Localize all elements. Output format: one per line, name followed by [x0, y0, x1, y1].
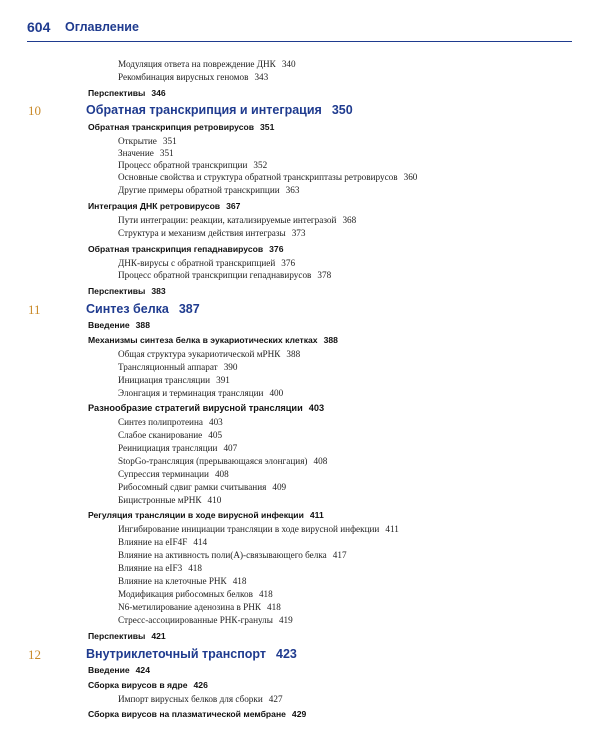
toc-entry-title: Основные свойства и структура обратной транскриптазы ретровирусов — [118, 172, 398, 182]
toc-entry-title: Влияние на eIF3 — [118, 563, 183, 573]
toc-entry — [118, 524, 399, 534]
toc-entry-page: 408 — [214, 469, 229, 479]
toc-entry-title: Супрессия терминации — [118, 469, 209, 479]
toc-entry — [118, 537, 207, 547]
toc-entry-title: Рибосомный сдвиг рамки считывания — [118, 482, 267, 492]
toc-entry-title: Пути интеграции: реакции, катализируемые интегразой — [118, 215, 337, 225]
toc-entry — [118, 430, 222, 440]
toc-entry-title: Влияние на активность поли(А)-связывающего белка — [118, 550, 327, 560]
toc-entry — [118, 136, 177, 146]
toc-entry — [118, 602, 281, 612]
toc-section — [88, 244, 283, 254]
toc-entry-page: 343 — [254, 72, 269, 82]
toc-chapter — [28, 302, 568, 318]
chapter-number: 10 — [28, 103, 41, 118]
toc-entry-title: Импорт вирусных белков для сборки — [118, 694, 263, 704]
toc-section-page: 426 — [193, 680, 208, 690]
toc-entry — [118, 589, 273, 599]
toc-entry-page: 411 — [385, 524, 399, 534]
toc-section — [88, 665, 150, 675]
toc-entry-title: Процесс обратной транскрипции гепаднавирусов — [118, 270, 312, 280]
toc-entry — [118, 215, 356, 225]
toc-entry-page: 418 — [258, 589, 273, 599]
toc-entry-title: StopGo-трансляция (прерывающаяся элонгация) — [118, 456, 308, 466]
toc-entry-title: Реинициация трансляции — [118, 443, 218, 453]
toc-section-page: 388 — [323, 335, 338, 345]
toc-entry-page: 418 — [188, 563, 202, 573]
toc-entry — [118, 148, 174, 158]
toc-section — [88, 335, 338, 345]
toc-section-page: 424 — [135, 665, 150, 675]
toc-entry — [118, 563, 202, 573]
chapter-number: 11 — [28, 302, 41, 317]
toc-section-title: Интеграция ДНК ретровирусов — [88, 201, 221, 211]
toc-section — [88, 320, 150, 330]
toc-entry — [118, 375, 230, 385]
toc-entry-title: Значение — [118, 148, 154, 158]
toc-section-title: Обратная транскрипция гепаднавирусов — [88, 244, 264, 254]
toc-section-title: Перспективы — [88, 88, 146, 98]
toc-entry — [118, 456, 327, 466]
toc-entry-title: Ингибирование инициации трансляции в ходе вирусной инфекции — [118, 524, 380, 534]
toc-entry-page: 351 — [159, 148, 174, 158]
toc-section-page: 351 — [260, 122, 275, 132]
toc-section-title: Перспективы — [88, 286, 146, 296]
toc-entry — [118, 388, 283, 398]
chapter-title: Синтез белка 387 — [86, 302, 200, 316]
toc-section-page: 367 — [226, 201, 241, 211]
toc-entry — [118, 349, 300, 359]
toc-entry-page: 391 — [216, 375, 230, 385]
toc-section-page: 421 — [151, 631, 166, 641]
toc-entry-page: 351 — [162, 136, 177, 146]
toc-entry-page: 427 — [268, 694, 283, 704]
toc-entry-page: 373 — [291, 228, 306, 238]
toc-chapter — [28, 647, 568, 663]
toc-section — [88, 680, 208, 690]
page-number: 604 — [27, 19, 51, 35]
chapter-page: 387 — [178, 302, 200, 316]
toc-entry — [118, 362, 237, 372]
toc-section-title: Механизмы синтеза белка в эукариотических клетках — [88, 335, 318, 345]
toc-entry — [118, 72, 268, 82]
toc-section-title: Регуляция трансляции в ходе вирусной инфекции — [88, 510, 304, 520]
toc-entry-page: 376 — [281, 258, 296, 268]
toc-section-title: Введение — [88, 320, 130, 330]
toc-section-page: 346 — [151, 88, 166, 98]
toc-section-title: Перспективы — [88, 631, 146, 641]
toc-entry-title: Процесс обратной транскрипции — [118, 160, 248, 170]
toc-entry — [118, 258, 295, 268]
toc-entry-page: 405 — [208, 430, 223, 440]
toc-entry — [118, 576, 246, 586]
toc-section-title: Введение — [88, 665, 130, 675]
toc-section — [88, 709, 306, 719]
toc-entry — [118, 694, 283, 704]
toc-section-page: 383 — [151, 286, 166, 296]
toc-entry-page: 403 — [208, 417, 223, 427]
toc-entry-page: 388 — [286, 349, 301, 359]
chapter-page: 423 — [276, 647, 297, 661]
toc-entry-title: Влияние на клеточные РНК — [118, 576, 227, 586]
toc-entry-title: ДНК-вирусы с обратной транскрипцией — [118, 258, 276, 268]
toc-entry-title: Открытие — [118, 136, 157, 146]
toc-entry-page: 378 — [317, 270, 332, 280]
toc-section-title: Сборка вирусов на плазматической мембране — [88, 709, 286, 719]
toc-entry-page: 417 — [332, 550, 347, 560]
toc-chapter — [28, 103, 568, 119]
toc-entry — [118, 495, 221, 505]
toc-entry-title: Бицистронные мРНК — [118, 495, 202, 505]
chapter-title: Внутриклеточный транспорт 423 — [86, 647, 297, 661]
toc-entry-title: Другие примеры обратной транскрипции — [118, 185, 280, 195]
page-header — [27, 19, 572, 42]
toc-entry-title: Синтез полипротеина — [118, 417, 203, 427]
running-title: Оглавление — [65, 20, 139, 34]
chapter-title: Обратная транскрипция и интеграция 350 — [86, 103, 353, 117]
chapter-page: 350 — [331, 103, 353, 117]
toc-entry — [118, 185, 299, 195]
toc-section — [88, 631, 166, 641]
toc-entry-page: 418 — [267, 602, 281, 612]
chapter-number: 12 — [28, 647, 41, 662]
toc-entry — [118, 443, 237, 453]
toc-entry-page: 340 — [281, 59, 296, 69]
toc-entry-page: 400 — [269, 388, 284, 398]
toc-entry-page: 410 — [207, 495, 222, 505]
toc-entry-title: N6-метилирование аденозина в РНК — [118, 602, 261, 612]
toc-entry-page: 408 — [313, 456, 328, 466]
toc-entry-page: 419 — [278, 615, 293, 625]
toc-entry-title: Слабое сканирование — [118, 430, 203, 440]
toc-entry — [118, 228, 305, 238]
toc-entry-title: Элонгация и терминация трансляции — [118, 388, 264, 398]
toc-section — [88, 403, 324, 413]
toc-entry-page: 360 — [403, 172, 418, 182]
toc-entry — [118, 417, 223, 427]
toc-section — [88, 122, 274, 132]
toc-entry-page: 352 — [253, 160, 268, 170]
toc-entry-title: Влияние на eIF4F — [118, 537, 188, 547]
toc-entry — [118, 270, 331, 280]
toc-entry — [118, 59, 296, 69]
toc-entry-title: Рекомбинация вирусных геномов — [118, 72, 249, 82]
toc-section-title: Обратная транскрипция ретровирусов — [88, 122, 255, 132]
toc-section-page: 429 — [291, 709, 307, 719]
toc-entry-title: Стресс-ассоциированные РНК-гранулы — [118, 615, 273, 625]
toc-entry-title: Модификация рибосомных белков — [118, 589, 253, 599]
toc-entry — [118, 469, 229, 479]
toc-entry-page: 409 — [272, 482, 287, 492]
toc-entry — [118, 615, 293, 625]
toc-entry — [118, 160, 267, 170]
toc-entry-title: Общая структура эукариотической мРНК — [118, 349, 281, 359]
toc-section-title: Разнообразие стратегий вирусной трансляции — [88, 403, 303, 413]
toc-section — [88, 510, 324, 520]
toc-entry-title: Инициация трансляции — [118, 375, 211, 385]
toc-entry — [118, 550, 347, 560]
toc-entry-title: Структура и механизм действия интегразы — [118, 228, 286, 238]
toc-entry-title: Трансляционный аппарат — [118, 362, 218, 372]
toc-section-page: 388 — [135, 320, 150, 330]
toc-entry-page: 414 — [193, 537, 208, 547]
toc-entry-title: Модуляция ответа на повреждение ДНК — [118, 59, 276, 69]
toc-entry-page: 418 — [232, 576, 247, 586]
toc-section-page: 403 — [308, 403, 325, 413]
toc-section-page: 411 — [309, 510, 324, 520]
toc-entry-page: 390 — [223, 362, 238, 372]
toc-entry-page: 407 — [223, 443, 238, 453]
toc-entry — [118, 482, 286, 492]
toc-section — [88, 88, 166, 98]
toc-entry-page: 363 — [285, 185, 300, 195]
toc-section-page: 376 — [269, 244, 284, 254]
toc-section — [88, 286, 166, 296]
toc-entry — [118, 172, 417, 182]
toc-entry-page: 368 — [342, 215, 357, 225]
toc-section-title: Сборка вирусов в ядре — [88, 680, 188, 690]
toc-section — [88, 201, 240, 211]
